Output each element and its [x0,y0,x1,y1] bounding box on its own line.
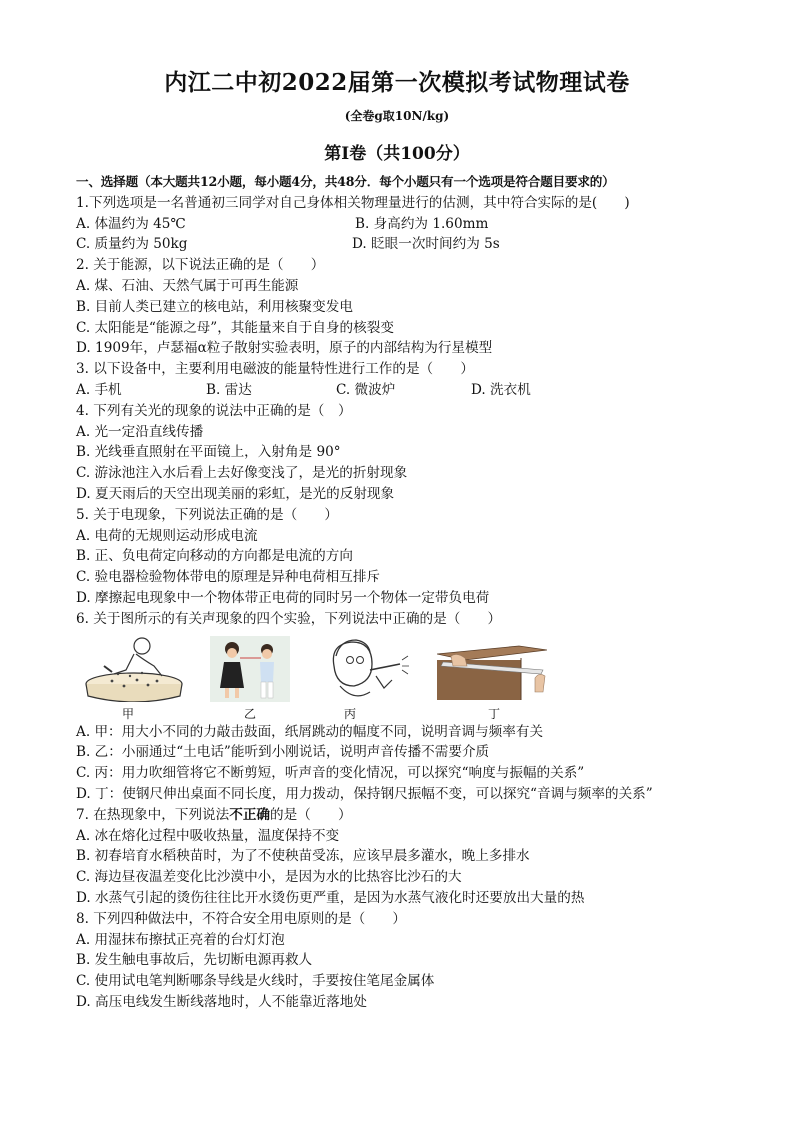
question-4-stem: 4. 下列有关光的现象的说法中正确的是（ ） [76,402,352,419]
drum-experiment-figure [82,636,192,702]
question-1-option-c: C. 质量约为 50kg [76,236,188,253]
question-1-option-a: A. 体温约为 45℃ [76,215,186,232]
question-3-option-c: C. 微波炉 [336,381,396,398]
question-1-options-row-1 [76,214,726,235]
question-5-option-d: D. 摩擦起电现象中一个物体带正电荷的同时另一个物体一定带负电荷 [76,589,490,606]
sound-experiment-figures [76,636,726,702]
question-4-option-a: A. 光一定沿直线传播 [76,423,204,440]
question-5-option-c: C. 验电器检验物体带电的原理是异种电荷相互排斥 [76,569,381,586]
question-6-option-c: C. 丙：用力吹细管将它不断剪短，听声音的变化情况，可以探究“响度与振幅的关系” [76,765,585,782]
ruler-desk-figure [437,636,547,702]
question-7-option-c: C. 海边昼夜温差变化比沙漠中小，是因为水的比热容比沙石的大 [76,869,462,886]
question-2-stem: 2. 关于能源，以下说法正确的是（ ） [76,257,325,274]
question-2-option-c: C. 太阳能是“能源之母”，其能量来自于自身的核裂变 [76,319,394,336]
question-5-option-b: B. 正、负电荷定向移动的方向都是电流的方向 [76,548,353,565]
question-2-option-d: D. 1909年，卢瑟福α粒子散射实验表明，原子的内部结构为行星模型 [76,340,493,357]
question-7-option-d: D. 水蒸气引起的烫伤往往比开水烫伤更严重，是因为水蒸气液化时还要放出大量的热 [76,889,585,906]
question-8-option-b: B. 发生触电事故后，先切断电源再救人 [76,952,313,969]
question-4-option-d: D. 夏天雨后的天空出现美丽的彩虹，是光的反射现象 [76,485,395,502]
question-3-options-row [76,380,726,401]
question-5-option-a: A. 电荷的无规则运动形成电流 [76,527,258,544]
question-1-options-row-2 [76,234,726,255]
exam-subtitle: (全卷g取10N/kg) [344,109,450,123]
question-3-option-d: D. 洗衣机 [471,381,531,398]
figure-label-jia: 甲 [122,706,135,721]
question-7-option-a: A. 冰在熔化过程中吸收热量，温度保持不变 [76,827,340,844]
figure-label-yi: 乙 [244,706,257,721]
question-3-option-b: B. 雷达 [206,381,252,398]
figure-label-bing: 丙 [344,706,357,721]
question-6-option-b: B. 乙：小丽通过“土电话”能听到小刚说话，说明声音传播不需要介质 [76,744,490,761]
exam-title: 内江二中初2022届第一次模拟考试物理试卷 [164,69,630,96]
section-title: 第I卷（共100分） [324,144,470,164]
question-7-stem-start: 7. 在热现象中，下列说法 [76,806,230,823]
question-3-stem: 3. 以下设备中，主要利用电磁波的能量特性进行工作的是（ ） [76,361,474,378]
figure-labels [76,702,726,722]
question-8-stem: 8. 下列四种做法中，不符合安全用电原则的是（ ） [76,910,406,927]
question-6-option-d: D. 丁：使钢尺伸出桌面不同长度，用力拨动，保持钢尺振幅不变，可以探究“音调与频率的关系” [76,785,653,802]
question-2-option-a: A. 煤、石油、天然气属于可再生能源 [76,277,299,294]
question-8-option-c: C. 使用试电笔判断哪条导线是火线时，手要按住笔尾金属体 [76,973,435,990]
question-8-option-d: D. 高压电线发生断线落地时，人不能靠近落地处 [76,993,367,1010]
part-heading: 一、选择题（本大题共12小题，每小题4分，共48分．每个小题只有一个选项是符合题目要求的） [76,174,615,189]
question-6-option-a: A. 甲：用大小不同的力敲击鼓面，纸屑跳动的幅度不同，说明音调与频率有关 [76,723,544,740]
question-2-option-b: B. 目前人类已建立的核电站，利用核聚变发电 [76,298,353,315]
question-6-stem: 6. 关于图所示的有关声现象的四个实验，下列说法中正确的是（ ） [76,610,502,627]
question-1-option-d: D. 眨眼一次时间约为 5s [352,236,500,253]
question-4-option-b: B. 光线垂直照射在平面镜上，入射角是 90° [76,444,341,461]
question-3-option-a: A. 手机 [76,381,122,398]
question-1-option-b: B. 身高约为 1.60mm [355,215,489,232]
question-7-stem [76,805,726,826]
figure-label-ding: 丁 [488,706,501,721]
question-1-stem: 1.下列选项是一名普通初三同学对自己身体相关物理量进行的估测，其中符合实际的是( ) [76,194,630,211]
question-7-option-b: B. 初春培育水稻秧苗时，为了不使秧苗受冻，应该早晨多灌水，晚上多排水 [76,848,530,865]
question-body [76,172,726,1013]
question-5-stem: 5. 关于电现象，下列说法正确的是（ ） [76,506,338,523]
straw-blowing-figure [320,636,410,702]
string-telephone-figure [210,636,290,702]
question-7-stem-end: 的是（ ） [270,806,352,823]
question-8-option-a: A. 用湿抹布擦拭正亮着的台灯灯泡 [76,931,285,948]
question-7-stem-emphasis: 不正确 [229,806,271,823]
question-4-option-c: C. 游泳池注入水后看上去好像变浅了，是光的折射现象 [76,465,408,482]
